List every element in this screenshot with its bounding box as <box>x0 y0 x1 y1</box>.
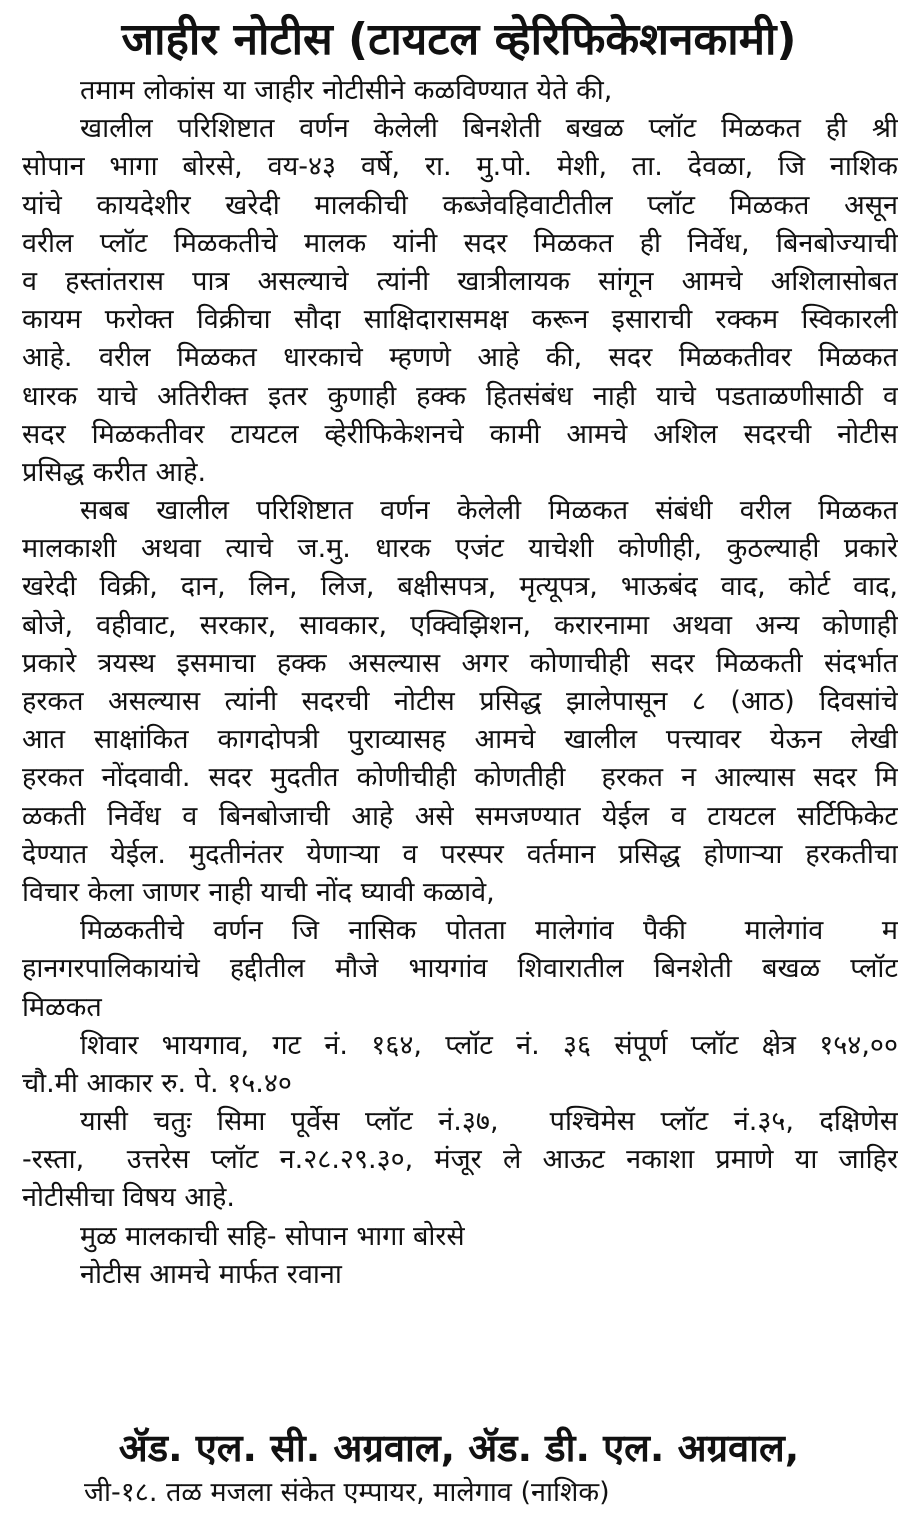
notice-line: सबब खालील परिशिष्टात वर्णन केलेली मिळकत संबंधी वरील मिळकत <box>80 495 898 527</box>
notice-line: आहे. वरील मिळकत धारकाचे म्हणणे आहे की, सदर मिळकतीवर मिळकत <box>22 342 898 374</box>
notice-line: नोटीसीचा विषय आहे. <box>22 1182 235 1214</box>
notice-line: देण्यात येईल. मुदतीनंतर येणाऱ्या व परस्पर वर्तमान प्रसिद्ध होणाऱ्या हरकतीचा <box>22 838 898 870</box>
notice-line: मिळकतीचे वर्णन जि नासिक पोतता मालेगांव पैकी मालेगांव म <box>80 915 898 947</box>
notice-line: धारक याचे अतिरीक्त इतर कुणाही हक्क हितसंबंध नाही याचे पडताळणीसाठी व <box>22 380 898 412</box>
notice-line: विचार केला जाणर नाही याची नोंद घ्यावी कळावे, <box>22 876 495 908</box>
notice-line: हरकत नोंदवावी. सदर मुदतीत कोणीचीही कोणतीही हरकत न आल्यास सदर मि <box>22 762 898 794</box>
notice-line: चौ.मी आकार रु. पे. १५.४० <box>22 1067 292 1099</box>
notice-line: सोपान भागा बोरसे, वय-४३ वर्षे, रा. मु.पो. मेशी, ता. देवळा, जि नाशिक <box>22 151 898 183</box>
notice-line: मिळकत <box>22 991 102 1023</box>
advocate-names: ॲड. एल. सी. अग्रवाल, ॲड. डी. एल. अग्रवाल, <box>118 1426 800 1470</box>
notice-line: वरील प्लॉट मिळकतीचे मालक यांनी सदर मिळकत ही निर्वेध, बिनबोज्याची <box>22 227 898 259</box>
notice-line: यासी चतुः सिमा पूर्वेस प्लॉट नं.३७, पश्चिमेस प्लॉट नं.३५, दक्षिणेस <box>80 1106 898 1138</box>
notice-title: जाहीर नोटीस (टायटल व्हेरिफिकेशनकामी) <box>121 14 797 65</box>
notice-line: हरकत असल्यास त्यांनी सदरची नोटीस प्रसिद्ध झालेपासून ८ (आठ) दिवसांचे <box>22 686 898 717</box>
notice-line: शिवार भायगाव, गट नं. १६४, प्लॉट नं. ३६ संपूर्ण प्लॉट क्षेत्र १५४,०० <box>80 1029 898 1061</box>
notice-line: सदर मिळकतीवर टायटल व्हेरीफिकेशनचे कामी आमचे अशिल सदरची नोटीस <box>22 418 898 450</box>
notice-line: प्रसिद्ध करीत आहे. <box>22 456 207 488</box>
notice-line: ळकती निर्वेध व बिनबोजाची आहे असे समजण्यात येईल व टायटल सर्टिफिकेट <box>22 800 898 832</box>
signature-line: मुळ मालकाची सहि- सोपान भागा बोरसे <box>80 1220 465 1252</box>
dispatch-line: नोटीस आमचे मार्फत रवाना <box>80 1258 342 1290</box>
notice-line: -रस्ता, उत्तरेस प्लॉट न.२८.२९.३०, मंजूर ले आऊट नकाशा प्रमाणे या जाहिर <box>22 1144 898 1176</box>
notice-line: यांचे कायदेशीर खरेदी मालकीची कब्जेवहिवाटीतील प्लॉट मिळकत असून <box>22 189 898 221</box>
notice-line: खालील परिशिष्टात वर्णन केलेली बिनशेती बखळ प्लॉट मिळकत ही श्री <box>80 113 898 145</box>
notice-line: खरेदी विक्री, दान, लिन, लिज, बक्षीसपत्र, मृत्यूपत्र, भाऊबंद वाद, कोर्ट वाद, <box>22 571 898 603</box>
notice-line: हानगरपालिकायांचे हद्दीतील मौजे भायगांव शिवारातील बिनशेती बखळ प्लॉट <box>22 953 898 985</box>
notice-line: व हस्तांतरास पात्र असल्याचे त्यांनी खात्रीलायक सांगून आमचे अशिलासोबत <box>22 265 898 297</box>
notice-line: तमाम लोकांस या जाहीर नोटीसीने कळविण्यात येते की, <box>80 75 613 106</box>
notice-line: कायम फरोक्त विक्रीचा सौदा साक्षिदारासमक्ष करून इसाराची रक्कम स्विकारली <box>22 304 898 336</box>
notice-body <box>22 72 898 1294</box>
notice-line: बोजे, वहीवाट, सरकार, सावकार, एक्विझिशन, करारनामा अथवा अन्य कोणाही <box>22 609 898 641</box>
notice-line: मालकाशी अथवा त्याचे ज.मु. धारक एजंट याचेशी कोणीही, कुठल्याही प्रकारे <box>22 533 898 565</box>
notice-line: प्रकारे त्रयस्थ इसमाचा हक्क असल्यास अगर कोणाचीही सदर मिळकती संदर्भात <box>22 647 898 679</box>
notice-line: आत साक्षांकित कागदोपत्री पुराव्यासह आमचे खालील पत्त्यावर येऊन लेखी <box>22 724 898 756</box>
advocate-address: जी-१८. तळ मजला संकेत एम्पायर, मालेगाव (नाशिक) <box>84 1477 610 1508</box>
